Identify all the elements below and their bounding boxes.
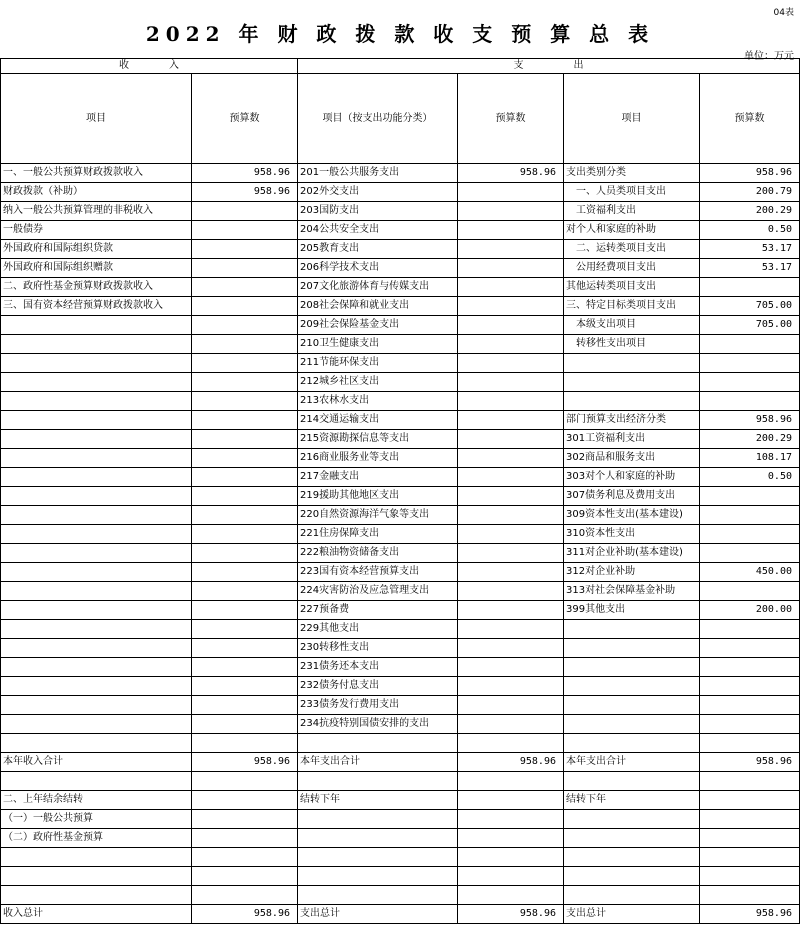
econ-item-cell: 二、运转类项目支出 — [564, 240, 700, 259]
income-amount-cell — [192, 392, 298, 411]
table-row — [1, 392, 800, 411]
income-amount-cell — [192, 278, 298, 297]
func-item-cell: 203国防支出 — [298, 202, 458, 221]
income-amount-cell: 958.96 — [192, 164, 298, 183]
income-amount-cell — [192, 677, 298, 696]
income-item-cell: （一）一般公共预算 — [1, 810, 192, 829]
func-item-cell: 229其他支出 — [298, 620, 458, 639]
income-item-cell — [1, 639, 192, 658]
func-item-cell: 205教育支出 — [298, 240, 458, 259]
income-item-cell — [1, 449, 192, 468]
econ-amount-cell — [700, 810, 800, 829]
econ-item-cell: 支出类别分类 — [564, 164, 700, 183]
func-item-cell: 220自然资源海洋气象等支出 — [298, 506, 458, 525]
table-row — [1, 620, 800, 639]
income-amount-cell — [192, 202, 298, 221]
econ-amount-cell: 200.29 — [700, 430, 800, 449]
func-amount-cell — [458, 202, 564, 221]
func-amount-cell — [458, 715, 564, 734]
table-row — [1, 373, 800, 392]
func-item-cell — [298, 734, 458, 753]
econ-item-header: 项目 — [564, 74, 700, 164]
budget-table — [0, 58, 800, 924]
func-amount-cell — [458, 335, 564, 354]
econ-item-cell — [564, 772, 700, 791]
income-item-cell — [1, 411, 192, 430]
econ-item-cell: 301工资福利支出 — [564, 430, 700, 449]
income-amount-cell — [192, 639, 298, 658]
econ-item-cell — [564, 392, 700, 411]
income-item-cell — [1, 734, 192, 753]
table-row — [1, 544, 800, 563]
table-row — [1, 297, 800, 316]
income-item-cell — [1, 373, 192, 392]
econ-item-cell — [564, 677, 700, 696]
income-item-cell: 二、政府性基金预算财政拨款收入 — [1, 278, 192, 297]
table-row — [1, 563, 800, 582]
income-item-cell — [1, 544, 192, 563]
func-amount-cell: 958.96 — [458, 905, 564, 924]
func-item-cell — [298, 867, 458, 886]
func-item-cell: 219援助其他地区支出 — [298, 487, 458, 506]
econ-amount-cell: 200.29 — [700, 202, 800, 221]
income-amount-cell — [192, 544, 298, 563]
econ-item-cell — [564, 354, 700, 373]
econ-amount-cell — [700, 544, 800, 563]
econ-amount-cell — [700, 791, 800, 810]
econ-amount-cell: 958.96 — [700, 753, 800, 772]
econ-item-cell: 310资本性支出 — [564, 525, 700, 544]
income-amount-cell — [192, 316, 298, 335]
income-amount-cell — [192, 335, 298, 354]
econ-amount-cell: 958.96 — [700, 411, 800, 430]
econ-item-cell: 支出总计 — [564, 905, 700, 924]
econ-item-cell — [564, 734, 700, 753]
income-amount-cell — [192, 240, 298, 259]
income-item-cell — [1, 316, 192, 335]
income-item-cell: 一般债券 — [1, 221, 192, 240]
income-item-cell — [1, 487, 192, 506]
income-item-cell — [1, 848, 192, 867]
econ-amount-cell — [700, 734, 800, 753]
econ-amount-cell: 958.96 — [700, 905, 800, 924]
func-amount-cell — [458, 278, 564, 297]
income-item-cell: 收入总计 — [1, 905, 192, 924]
econ-amount-cell — [700, 525, 800, 544]
econ-item-cell: 307债务利息及费用支出 — [564, 487, 700, 506]
income-amount-cell — [192, 430, 298, 449]
econ-item-cell — [564, 639, 700, 658]
func-amount-cell — [458, 316, 564, 335]
income-amount-cell — [192, 601, 298, 620]
econ-amount-cell — [700, 715, 800, 734]
econ-amount-cell: 0.50 — [700, 468, 800, 487]
econ-item-cell — [564, 886, 700, 905]
func-amount-cell: 958.96 — [458, 753, 564, 772]
func-amount-cell — [458, 601, 564, 620]
econ-item-cell: 三、特定目标类项目支出 — [564, 297, 700, 316]
table-row — [1, 886, 800, 905]
income-item-cell — [1, 658, 192, 677]
func-amount-cell — [458, 639, 564, 658]
func-amount-cell — [458, 810, 564, 829]
func-item-cell: 223国有资本经营预算支出 — [298, 563, 458, 582]
table-row — [1, 183, 800, 202]
econ-amount-cell: 200.00 — [700, 601, 800, 620]
econ-item-cell — [564, 620, 700, 639]
income-amount-cell — [192, 563, 298, 582]
func-item-cell: 214交通运输支出 — [298, 411, 458, 430]
func-item-cell: 227预备费 — [298, 601, 458, 620]
econ-amount-cell — [700, 335, 800, 354]
unit-label: 单位：万元 — [744, 51, 794, 62]
table-row — [1, 582, 800, 601]
econ-item-cell: 对个人和家庭的补助 — [564, 221, 700, 240]
func-amount-cell — [458, 677, 564, 696]
income-amount-cell — [192, 221, 298, 240]
econ-item-cell — [564, 373, 700, 392]
table-row — [1, 525, 800, 544]
func-amount-cell — [458, 506, 564, 525]
func-amount-cell — [458, 354, 564, 373]
table-code: 04表 — [773, 8, 794, 18]
income-amount-cell: 958.96 — [192, 905, 298, 924]
income-item-header: 项目 — [1, 74, 192, 164]
func-amount-cell — [458, 791, 564, 810]
econ-amount-cell — [700, 639, 800, 658]
econ-amount-cell — [700, 392, 800, 411]
income-amount-cell — [192, 658, 298, 677]
func-amount-cell — [458, 240, 564, 259]
econ-item-cell: 部门预算支出经济分类 — [564, 411, 700, 430]
table-row — [1, 164, 800, 183]
table-row — [1, 335, 800, 354]
func-item-cell: 224灾害防治及应急管理支出 — [298, 582, 458, 601]
income-item-cell: 三、国有资本经营预算财政拨款收入 — [1, 297, 192, 316]
table-row — [1, 240, 800, 259]
econ-item-cell: 302商品和服务支出 — [564, 449, 700, 468]
econ-amount-cell — [700, 354, 800, 373]
func-item-cell: 221住房保障支出 — [298, 525, 458, 544]
income-item-cell: 二、上年结余结转 — [1, 791, 192, 810]
income-item-cell — [1, 886, 192, 905]
econ-amount-cell: 705.00 — [700, 316, 800, 335]
econ-item-cell — [564, 658, 700, 677]
income-item-cell: 纳入一般公共预算管理的非税收入 — [1, 202, 192, 221]
table-row — [1, 202, 800, 221]
income-item-cell: 外国政府和国际组织贷款 — [1, 240, 192, 259]
func-amount-cell — [458, 449, 564, 468]
econ-item-cell: 工资福利支出 — [564, 202, 700, 221]
econ-item-cell: 结转下年 — [564, 791, 700, 810]
expense-section-header: 支 出 — [298, 59, 800, 74]
func-amount-cell — [458, 259, 564, 278]
func-item-cell — [298, 848, 458, 867]
table-row — [1, 411, 800, 430]
table-row — [1, 734, 800, 753]
income-amount-cell: 958.96 — [192, 753, 298, 772]
income-amount-cell — [192, 772, 298, 791]
income-amount-cell — [192, 867, 298, 886]
func-item-cell: 本年支出合计 — [298, 753, 458, 772]
econ-amount-cell — [700, 487, 800, 506]
income-section-header: 收 入 — [1, 59, 298, 74]
econ-amount-cell — [700, 620, 800, 639]
func-item-cell: 213农林水支出 — [298, 392, 458, 411]
econ-amount-cell: 705.00 — [700, 297, 800, 316]
income-amount-cell — [192, 696, 298, 715]
func-item-cell: 217金融支出 — [298, 468, 458, 487]
table-row — [1, 449, 800, 468]
func-item-cell: 结转下年 — [298, 791, 458, 810]
income-item-cell — [1, 335, 192, 354]
econ-amount-cell: 200.79 — [700, 183, 800, 202]
econ-item-cell: 313对社会保障基金补助 — [564, 582, 700, 601]
econ-item-cell: 一、人员类项目支出 — [564, 183, 700, 202]
econ-amount-cell — [700, 829, 800, 848]
income-amount-cell — [192, 525, 298, 544]
econ-amount-cell — [700, 582, 800, 601]
econ-item-cell: 本年支出合计 — [564, 753, 700, 772]
func-amount-cell — [458, 620, 564, 639]
func-amount-cell — [458, 544, 564, 563]
table-row — [1, 791, 800, 810]
income-item-cell — [1, 772, 192, 791]
income-amount-cell — [192, 848, 298, 867]
func-amount-cell — [458, 734, 564, 753]
income-item-cell — [1, 677, 192, 696]
econ-amount-cell — [700, 848, 800, 867]
econ-amount-cell: 0.50 — [700, 221, 800, 240]
table-row — [1, 487, 800, 506]
table-row — [1, 506, 800, 525]
econ-item-cell: 公用经费项目支出 — [564, 259, 700, 278]
econ-item-cell: 其他运转类项目支出 — [564, 278, 700, 297]
income-amount-cell: 958.96 — [192, 183, 298, 202]
table-row — [1, 658, 800, 677]
income-item-cell: 财政拨款（补助） — [1, 183, 192, 202]
econ-amount-cell — [700, 772, 800, 791]
econ-amount-cell: 108.17 — [700, 449, 800, 468]
income-item-cell — [1, 468, 192, 487]
func-item-cell: 支出总计 — [298, 905, 458, 924]
table-row — [1, 639, 800, 658]
table-row — [1, 905, 800, 924]
econ-amount-cell — [700, 696, 800, 715]
func-item-cell: 201一般公共服务支出 — [298, 164, 458, 183]
income-amount-cell — [192, 468, 298, 487]
func-amount-cell — [458, 525, 564, 544]
table-row — [1, 601, 800, 620]
income-item-cell — [1, 392, 192, 411]
table-row — [1, 753, 800, 772]
income-amount-cell — [192, 810, 298, 829]
func-amount-cell — [458, 772, 564, 791]
func-item-cell: 204公共安全支出 — [298, 221, 458, 240]
income-amount-cell — [192, 449, 298, 468]
table-row — [1, 316, 800, 335]
income-item-cell: 一、一般公共预算财政拨款收入 — [1, 164, 192, 183]
econ-item-cell: 399其他支出 — [564, 601, 700, 620]
func-item-cell: 202外交支出 — [298, 183, 458, 202]
income-amount-cell — [192, 734, 298, 753]
income-amount-cell — [192, 791, 298, 810]
income-amount-cell — [192, 487, 298, 506]
func-item-cell: 208社会保障和就业支出 — [298, 297, 458, 316]
func-amount-cell — [458, 658, 564, 677]
income-item-cell — [1, 582, 192, 601]
econ-item-cell — [564, 867, 700, 886]
income-amount-cell — [192, 829, 298, 848]
econ-amount-cell — [700, 278, 800, 297]
table-row — [1, 772, 800, 791]
func-item-cell: 232债务付息支出 — [298, 677, 458, 696]
income-item-cell — [1, 620, 192, 639]
income-item-cell: 外国政府和国际组织赠款 — [1, 259, 192, 278]
func-item-cell: 231债务还本支出 — [298, 658, 458, 677]
func-item-cell: 210卫生健康支出 — [298, 335, 458, 354]
econ-item-cell — [564, 848, 700, 867]
income-item-cell — [1, 563, 192, 582]
econ-amount-cell: 958.96 — [700, 164, 800, 183]
func-item-header: 项目（按支出功能分类） — [298, 74, 458, 164]
econ-amount-cell: 450.00 — [700, 563, 800, 582]
table-row — [1, 848, 800, 867]
income-item-cell: （二）政府性基金预算 — [1, 829, 192, 848]
func-amount-cell — [458, 221, 564, 240]
econ-item-cell: 312对企业补助 — [564, 563, 700, 582]
income-item-cell — [1, 525, 192, 544]
econ-amount-cell: 53.17 — [700, 240, 800, 259]
func-item-cell: 207文化旅游体育与传媒支出 — [298, 278, 458, 297]
econ-item-cell — [564, 829, 700, 848]
econ-item-cell: 303对个人和家庭的补助 — [564, 468, 700, 487]
income-amount-cell — [192, 297, 298, 316]
income-item-cell — [1, 715, 192, 734]
func-amount-header: 预算数 — [458, 74, 564, 164]
income-amount-cell — [192, 259, 298, 278]
func-amount-cell — [458, 696, 564, 715]
income-amount-cell — [192, 715, 298, 734]
table-row — [1, 677, 800, 696]
func-amount-cell — [458, 411, 564, 430]
func-item-cell: 206科学技术支出 — [298, 259, 458, 278]
econ-amount-cell — [700, 506, 800, 525]
func-amount-cell — [458, 468, 564, 487]
econ-item-cell — [564, 810, 700, 829]
func-amount-cell: 958.96 — [458, 164, 564, 183]
func-amount-cell — [458, 829, 564, 848]
econ-item-cell — [564, 696, 700, 715]
econ-amount-cell — [700, 677, 800, 696]
income-amount-header: 预算数 — [192, 74, 298, 164]
func-item-cell: 233债务发行费用支出 — [298, 696, 458, 715]
table-row — [1, 221, 800, 240]
table-row — [1, 354, 800, 373]
func-item-cell — [298, 772, 458, 791]
income-item-cell — [1, 506, 192, 525]
econ-item-cell: 311对企业补助(基本建设) — [564, 544, 700, 563]
func-item-cell: 230转移性支出 — [298, 639, 458, 658]
func-amount-cell — [458, 373, 564, 392]
table-row — [1, 810, 800, 829]
func-amount-cell — [458, 487, 564, 506]
table-row — [1, 430, 800, 449]
income-amount-cell — [192, 886, 298, 905]
income-item-cell — [1, 601, 192, 620]
func-amount-cell — [458, 563, 564, 582]
table-row — [1, 259, 800, 278]
func-item-cell: 222粮油物资储备支出 — [298, 544, 458, 563]
econ-amount-cell — [700, 886, 800, 905]
page-title: 2022 年 财 政 拨 款 收 支 预 算 总 表 — [145, 22, 655, 46]
func-amount-cell — [458, 392, 564, 411]
econ-amount-cell — [700, 373, 800, 392]
table-row — [1, 696, 800, 715]
func-amount-cell — [458, 430, 564, 449]
func-item-cell: 216商业服务业等支出 — [298, 449, 458, 468]
func-item-cell: 211节能环保支出 — [298, 354, 458, 373]
func-item-cell — [298, 886, 458, 905]
econ-amount-cell: 53.17 — [700, 259, 800, 278]
income-amount-cell — [192, 411, 298, 430]
func-amount-cell — [458, 297, 564, 316]
table-row — [1, 867, 800, 886]
column-header-row — [1, 74, 800, 164]
table-row — [1, 468, 800, 487]
econ-amount-header: 预算数 — [700, 74, 800, 164]
income-item-cell — [1, 354, 192, 373]
func-item-cell: 234抗疫特别国债安排的支出 — [298, 715, 458, 734]
income-item-cell — [1, 430, 192, 449]
func-item-cell: 212城乡社区支出 — [298, 373, 458, 392]
econ-amount-cell — [700, 867, 800, 886]
func-amount-cell — [458, 582, 564, 601]
econ-amount-cell — [700, 658, 800, 677]
func-amount-cell — [458, 886, 564, 905]
func-amount-cell — [458, 867, 564, 886]
income-amount-cell — [192, 373, 298, 392]
income-item-cell: 本年收入合计 — [1, 753, 192, 772]
income-amount-cell — [192, 620, 298, 639]
econ-item-cell — [564, 715, 700, 734]
income-amount-cell — [192, 506, 298, 525]
econ-item-cell: 本级支出项目 — [564, 316, 700, 335]
income-amount-cell — [192, 354, 298, 373]
income-item-cell — [1, 867, 192, 886]
table-row — [1, 278, 800, 297]
func-item-cell: 209社会保险基金支出 — [298, 316, 458, 335]
income-amount-cell — [192, 582, 298, 601]
table-row — [1, 829, 800, 848]
section-header-row — [1, 59, 800, 74]
table-row — [1, 715, 800, 734]
func-item-cell — [298, 810, 458, 829]
income-item-cell — [1, 696, 192, 715]
func-item-cell — [298, 829, 458, 848]
func-item-cell: 215资源勘探信息等支出 — [298, 430, 458, 449]
func-amount-cell — [458, 848, 564, 867]
econ-item-cell: 309资本性支出(基本建设) — [564, 506, 700, 525]
func-amount-cell — [458, 183, 564, 202]
econ-item-cell: 转移性支出项目 — [564, 335, 700, 354]
